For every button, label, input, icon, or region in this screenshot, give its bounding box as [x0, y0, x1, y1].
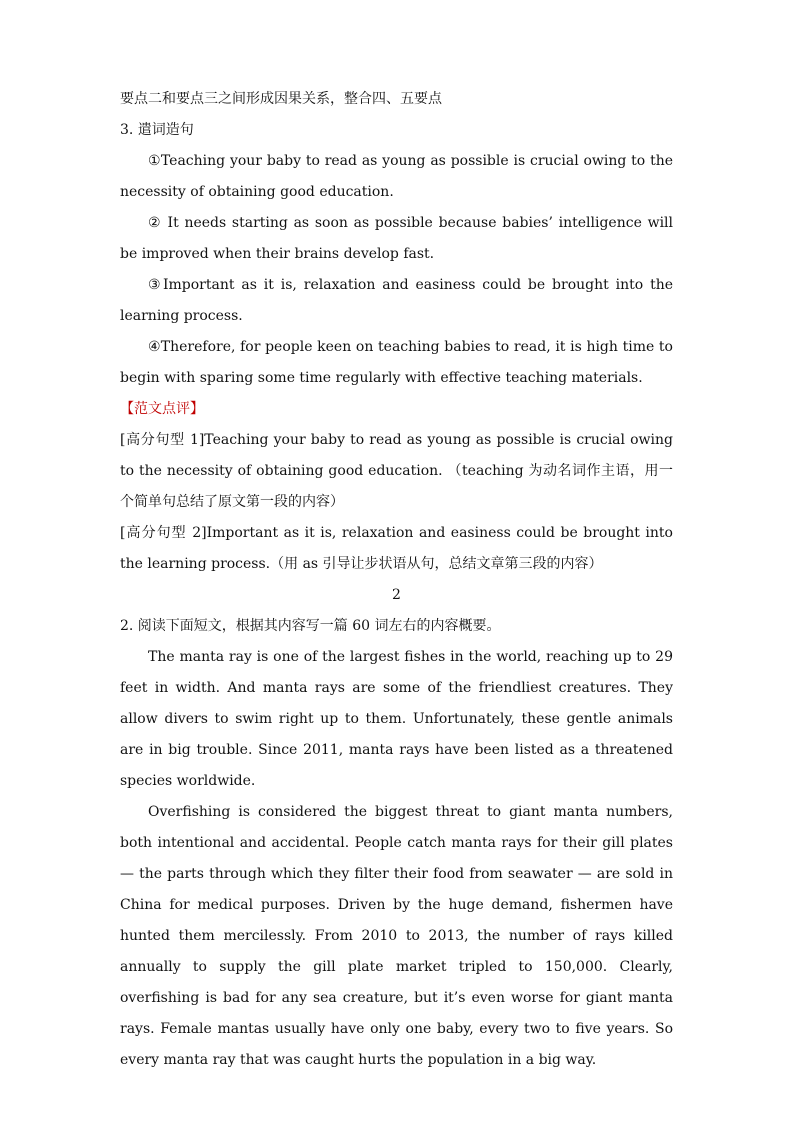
review-sentence-1: [高分句型 1]Teaching your baby to read as young as possible is crucial owing to the necessity of obtaining good education. （teaching 为动名词作主语，用一个简单句总结了原文第一段的内容）: [120, 432, 673, 510]
document-page: [120, 84, 673, 1076]
task-heading: 2. 阅读下面短文，根据其内容写一篇 60 词左右的内容概要。: [120, 618, 501, 634]
review-heading: 【范文点评】: [120, 401, 204, 417]
page-number: 2: [392, 587, 401, 603]
summary-note: 要点二和要点三之间形成因果关系，整合四、五要点: [120, 91, 442, 107]
sentence-4: ④Therefore, for people keen on teaching babies to read, it is high time to begin with sparing some time regularly with effective teaching materials.: [120, 339, 673, 386]
section-heading-wording: 3. 遣词造句: [120, 122, 194, 138]
sentence-1: ①Teaching your baby to read as young as possible is crucial owing to the necessity of obtaining good education.: [120, 153, 673, 200]
passage-paragraph-2: Overfishing is considered the biggest threat to giant manta numbers, both intentional and accidental. People catch manta rays for their gill plates — the parts through which they filter their food from seawater — are sold in China for medical purposes. Driven by the huge demand, fishermen have hunted them mercilessly. From 2010 to 2013, the number of rays killed annually to supply the gill plate market tripled to 150,000. Clearly, overfishing is bad for any sea creature, but it’s even worse for giant manta rays. Female mantas usually have only one baby, every two to five years. So every manta ray that was caught hurts the population in a big way.: [120, 804, 673, 1068]
sentence-2: ② It needs starting as soon as possible because babies’ intelligence will be improved when their brains develop fast.: [120, 215, 673, 262]
sentence-3: ③Important as it is, relaxation and easiness could be brought into the learning process.: [120, 277, 673, 324]
review-sentence-2: [高分句型 2]Important as it is, relaxation and easiness could be brought into the learning process.（用 as 引导让步状语从句，总结文章第三段的内容）: [120, 525, 673, 572]
passage-paragraph-1: The manta ray is one of the largest fishes in the world, reaching up to 29 feet in width. And manta rays are some of the friendliest creatures. They allow divers to swim right up to them. Unfortunately, these gentle animals are in big trouble. Since 2011, manta rays have been listed as a threatened species worldwide.: [120, 649, 673, 789]
